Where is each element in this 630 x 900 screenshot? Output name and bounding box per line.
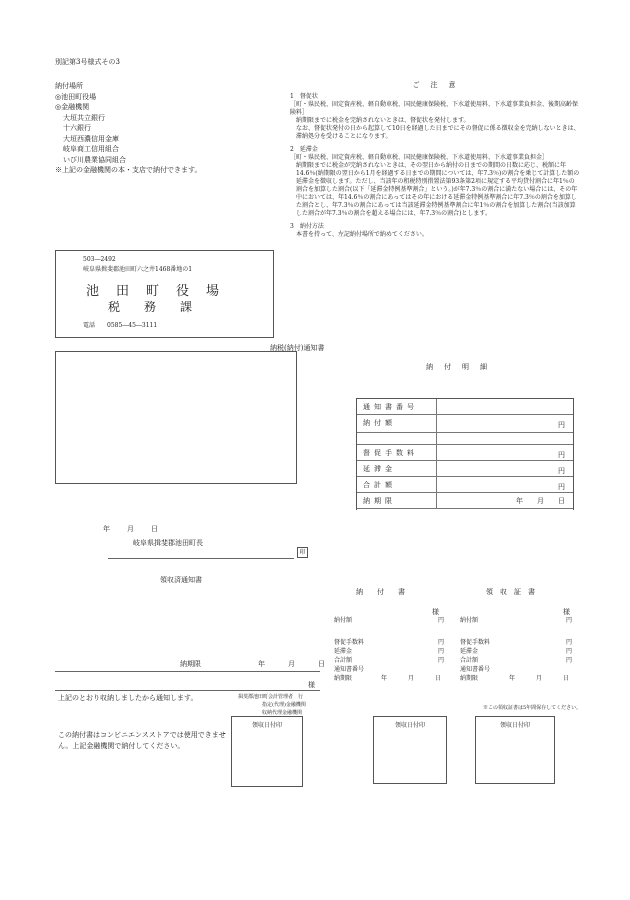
sender-phone: 電話 0585―45―3111 — [83, 322, 158, 329]
payment-place-line: ◎金融機関 — [55, 103, 90, 111]
payment-slip-label: 合計額 — [334, 657, 353, 664]
details-title: 納 付 明 細 — [426, 363, 489, 371]
details-row — [357, 477, 573, 493]
receipt-unit: 円 — [565, 657, 572, 664]
receipt-unit: 円 — [565, 648, 572, 655]
payment-place-line: 大垣西濃信用金庫 — [63, 134, 119, 143]
receipt-keep-note: ※この領収証書は5年間保存してください。 — [483, 705, 582, 711]
payment-slip-stamp-box — [373, 716, 447, 784]
seal-mark: 印 — [297, 547, 308, 558]
receipt-row — [460, 675, 572, 684]
receipt-notice-deadline-label: 納期限 — [180, 660, 201, 668]
payment-slip-row — [334, 657, 444, 666]
payment-slip-unit: 円 — [437, 639, 444, 646]
payment-slip-unit: 円 — [437, 648, 444, 655]
payment-slip-label: 納付額 — [334, 617, 353, 624]
notes-s1-p1: 納期限までに税金を完納されないときは、督促状を発付します。 — [296, 116, 470, 124]
notes-s3-p1: 本書を持って、左記納付場所で納めてください。 — [296, 230, 428, 238]
payment-slip-title: 納 付 書 — [356, 588, 405, 596]
receipt-row — [460, 657, 572, 666]
notes-s2-taxes: ［町・県民税、固定資産税、軽自動車税、国民健康保険税、下水道使用料、下水道事業負担金］ — [290, 153, 549, 161]
sender-box — [55, 250, 274, 338]
payment-slip-row — [334, 639, 444, 648]
details-row-label: 通知書番号 — [357, 399, 437, 414]
payment-slip-sama: 様 — [432, 608, 439, 616]
details-row-unit: 年 月 日 — [516, 497, 565, 505]
receipt-row — [460, 639, 572, 648]
receipt-notice-deadline-date: 年 月 日 — [258, 660, 328, 668]
address-window — [55, 351, 297, 484]
receipt-label: 延滞金 — [460, 648, 479, 655]
sender-dept: 税 務 課 — [108, 300, 193, 314]
notes-s1-p2: なお、督促状発付の日から起算して10日を経過した日までにその督促に係る徴収金を完納しないときは、滞納処分を受けることになります。 — [296, 124, 580, 140]
receipt-notice-sama: 様 — [308, 681, 315, 689]
payment-slip-row — [334, 666, 444, 675]
notes-s2-p1: 納期限までに税金が完納されないときは、その翌日から納付の日までの期間の日数に応じ、税額に年14.6％(納期限の翌日から1月を経過する日までの期間については、年7.3％)の割合を乗じて計算した額の延滞金を徴収します。ただし、当該年の租税特別措置法第93条第2項に規定する平均貸付割合に年1％の割合を加算した割合(以下「延滞金特例基準割合」という。)が年7.3％の割合に満たない場合には、その年中においては、年14.6％の割合にあってはその年における延滞金特例基準割合に年7.3％の割合を加算した割合とし、年7.3％の割合にあっては当該延滞金特例基準割合に年1％の割合を加算した割合(当該加算した割合が年7.3％の割合を超える場合には、年7.3％の割合)とします。 — [296, 161, 580, 217]
payment-slip-label: 通知書番号 — [334, 666, 365, 673]
receipt-unit: 年 月 日 — [508, 675, 572, 682]
details-row — [357, 415, 573, 433]
receipt-sama: 様 — [563, 608, 570, 616]
receipt-notice-stamp-label: 領収日付印 — [251, 722, 282, 729]
receipt-notice-bank1: 揖斐郡池田町会計管理者 行 — [238, 694, 304, 700]
notes-section — [290, 80, 580, 239]
details-row — [357, 493, 573, 509]
receipt-notice-text: 上記のとおり収納しましたから通知します。 — [58, 694, 198, 702]
receipt-label: 通知書番号 — [460, 666, 491, 673]
details-row — [357, 461, 573, 477]
details-row-unit: 円 — [558, 483, 565, 491]
payment-slip-row — [334, 617, 444, 626]
details-table — [356, 398, 574, 510]
payment-slip-rows — [334, 617, 444, 684]
receipt-notice-stamp-box — [231, 716, 303, 787]
payment-slip-stamp-label: 領収日付印 — [394, 722, 425, 729]
receipt-unit: 円 — [565, 617, 572, 624]
details-row-label: 納付額 — [357, 415, 437, 432]
details-row-label: 督促手数料 — [357, 445, 437, 460]
receipt-row — [460, 617, 572, 626]
details-row — [357, 445, 573, 461]
payment-place-line: いび川農業協同組合 — [63, 155, 126, 164]
details-row — [357, 399, 573, 415]
receipt-title: 領 収 証 書 — [486, 588, 535, 596]
receipt-notice-bank3: 収納代理金融機関 — [262, 710, 303, 716]
store-note: この納付書はコンビニエンスストアでは使用できません。上記金融機関で納付してください。 — [58, 731, 226, 750]
details-row-label: 合計額 — [357, 477, 437, 492]
receipt-notice-bank2: 指定(代理)金融機関 — [262, 702, 306, 708]
sender-postal: 503―2492 — [83, 256, 116, 263]
notes-s1-taxes: ［町・県民税、固定資産税、軽自動車税、国民健康保険税、下水道使用料、下水道事業負担金、後期高齢保険料］ — [290, 100, 579, 116]
receipt-stamp-box — [475, 716, 555, 784]
payment-place-heading: 納付場所 — [55, 82, 83, 90]
receipt-label: 督促手数料 — [460, 639, 491, 646]
payment-slip-unit: 円 — [437, 617, 444, 624]
payment-slip-label: 納期限 — [334, 675, 353, 682]
details-row-label: 納期限 — [357, 493, 437, 508]
payment-slip-row — [334, 675, 444, 684]
notes-s3-heading: 3 納付方法 — [290, 222, 324, 230]
payment-slip-label: 延滞金 — [334, 648, 353, 655]
receipt-row — [460, 648, 572, 657]
details-row-unit: 円 — [558, 421, 565, 429]
notice-title: 納税(納付)通知書 — [270, 344, 325, 352]
receipt-label: 合計額 — [460, 657, 479, 664]
receipt-notice-line — [55, 671, 320, 672]
receipt-notice-title: 領収済通知書 — [160, 576, 202, 584]
issuer-underline — [108, 558, 294, 559]
payment-slip-row — [334, 648, 444, 657]
payment-place-line: ◎池田町役場 — [55, 92, 97, 101]
payment-slip-unit: 円 — [437, 657, 444, 664]
sender-office: 池 田 町 役 場 — [86, 284, 222, 299]
details-row-unit — [437, 433, 573, 444]
receipt-label: 納期限 — [460, 675, 479, 682]
details-row-unit: 円 — [558, 451, 565, 459]
payment-slip-unit: 年 月 日 — [380, 675, 444, 682]
receipt-rows — [460, 617, 572, 684]
receipt-label: 納付額 — [460, 617, 479, 624]
details-row-unit — [437, 399, 573, 414]
details-row-label: 延滞金 — [357, 461, 437, 476]
notes-s1-heading: 1 督促状 — [290, 92, 318, 100]
notes-title: ご 注 意 — [412, 81, 458, 89]
notes-s2-heading: 2 延滞金 — [290, 145, 318, 153]
details-row — [357, 433, 573, 445]
details-row-unit: 円 — [558, 467, 565, 475]
sender-address: 岐阜県揖斐郡池田町六之井1468番地の1 — [83, 266, 193, 273]
details-row-label — [357, 433, 437, 444]
receipt-stamp-label: 領収日付印 — [499, 722, 530, 729]
payment-place-line: 十六銀行 — [63, 124, 91, 132]
payment-slip-label: 督促手数料 — [334, 639, 365, 646]
receipt-notice-line — [55, 690, 320, 691]
issuer-name: 岐阜県揖斐郡池田町長 — [133, 539, 203, 547]
receipt-unit: 円 — [565, 639, 572, 646]
payment-place — [55, 81, 285, 176]
form-id: 別記第3号様式その3 — [55, 58, 120, 66]
issuer-date: 年 月 日 — [103, 525, 159, 533]
payment-place-line: 岐阜商工信用組合 — [63, 145, 119, 153]
payment-place-note: ※上記の金融機関の本・支店で納付できます。 — [55, 166, 202, 174]
payment-place-line: 大垣共立銀行 — [63, 113, 105, 122]
receipt-row — [460, 666, 572, 675]
